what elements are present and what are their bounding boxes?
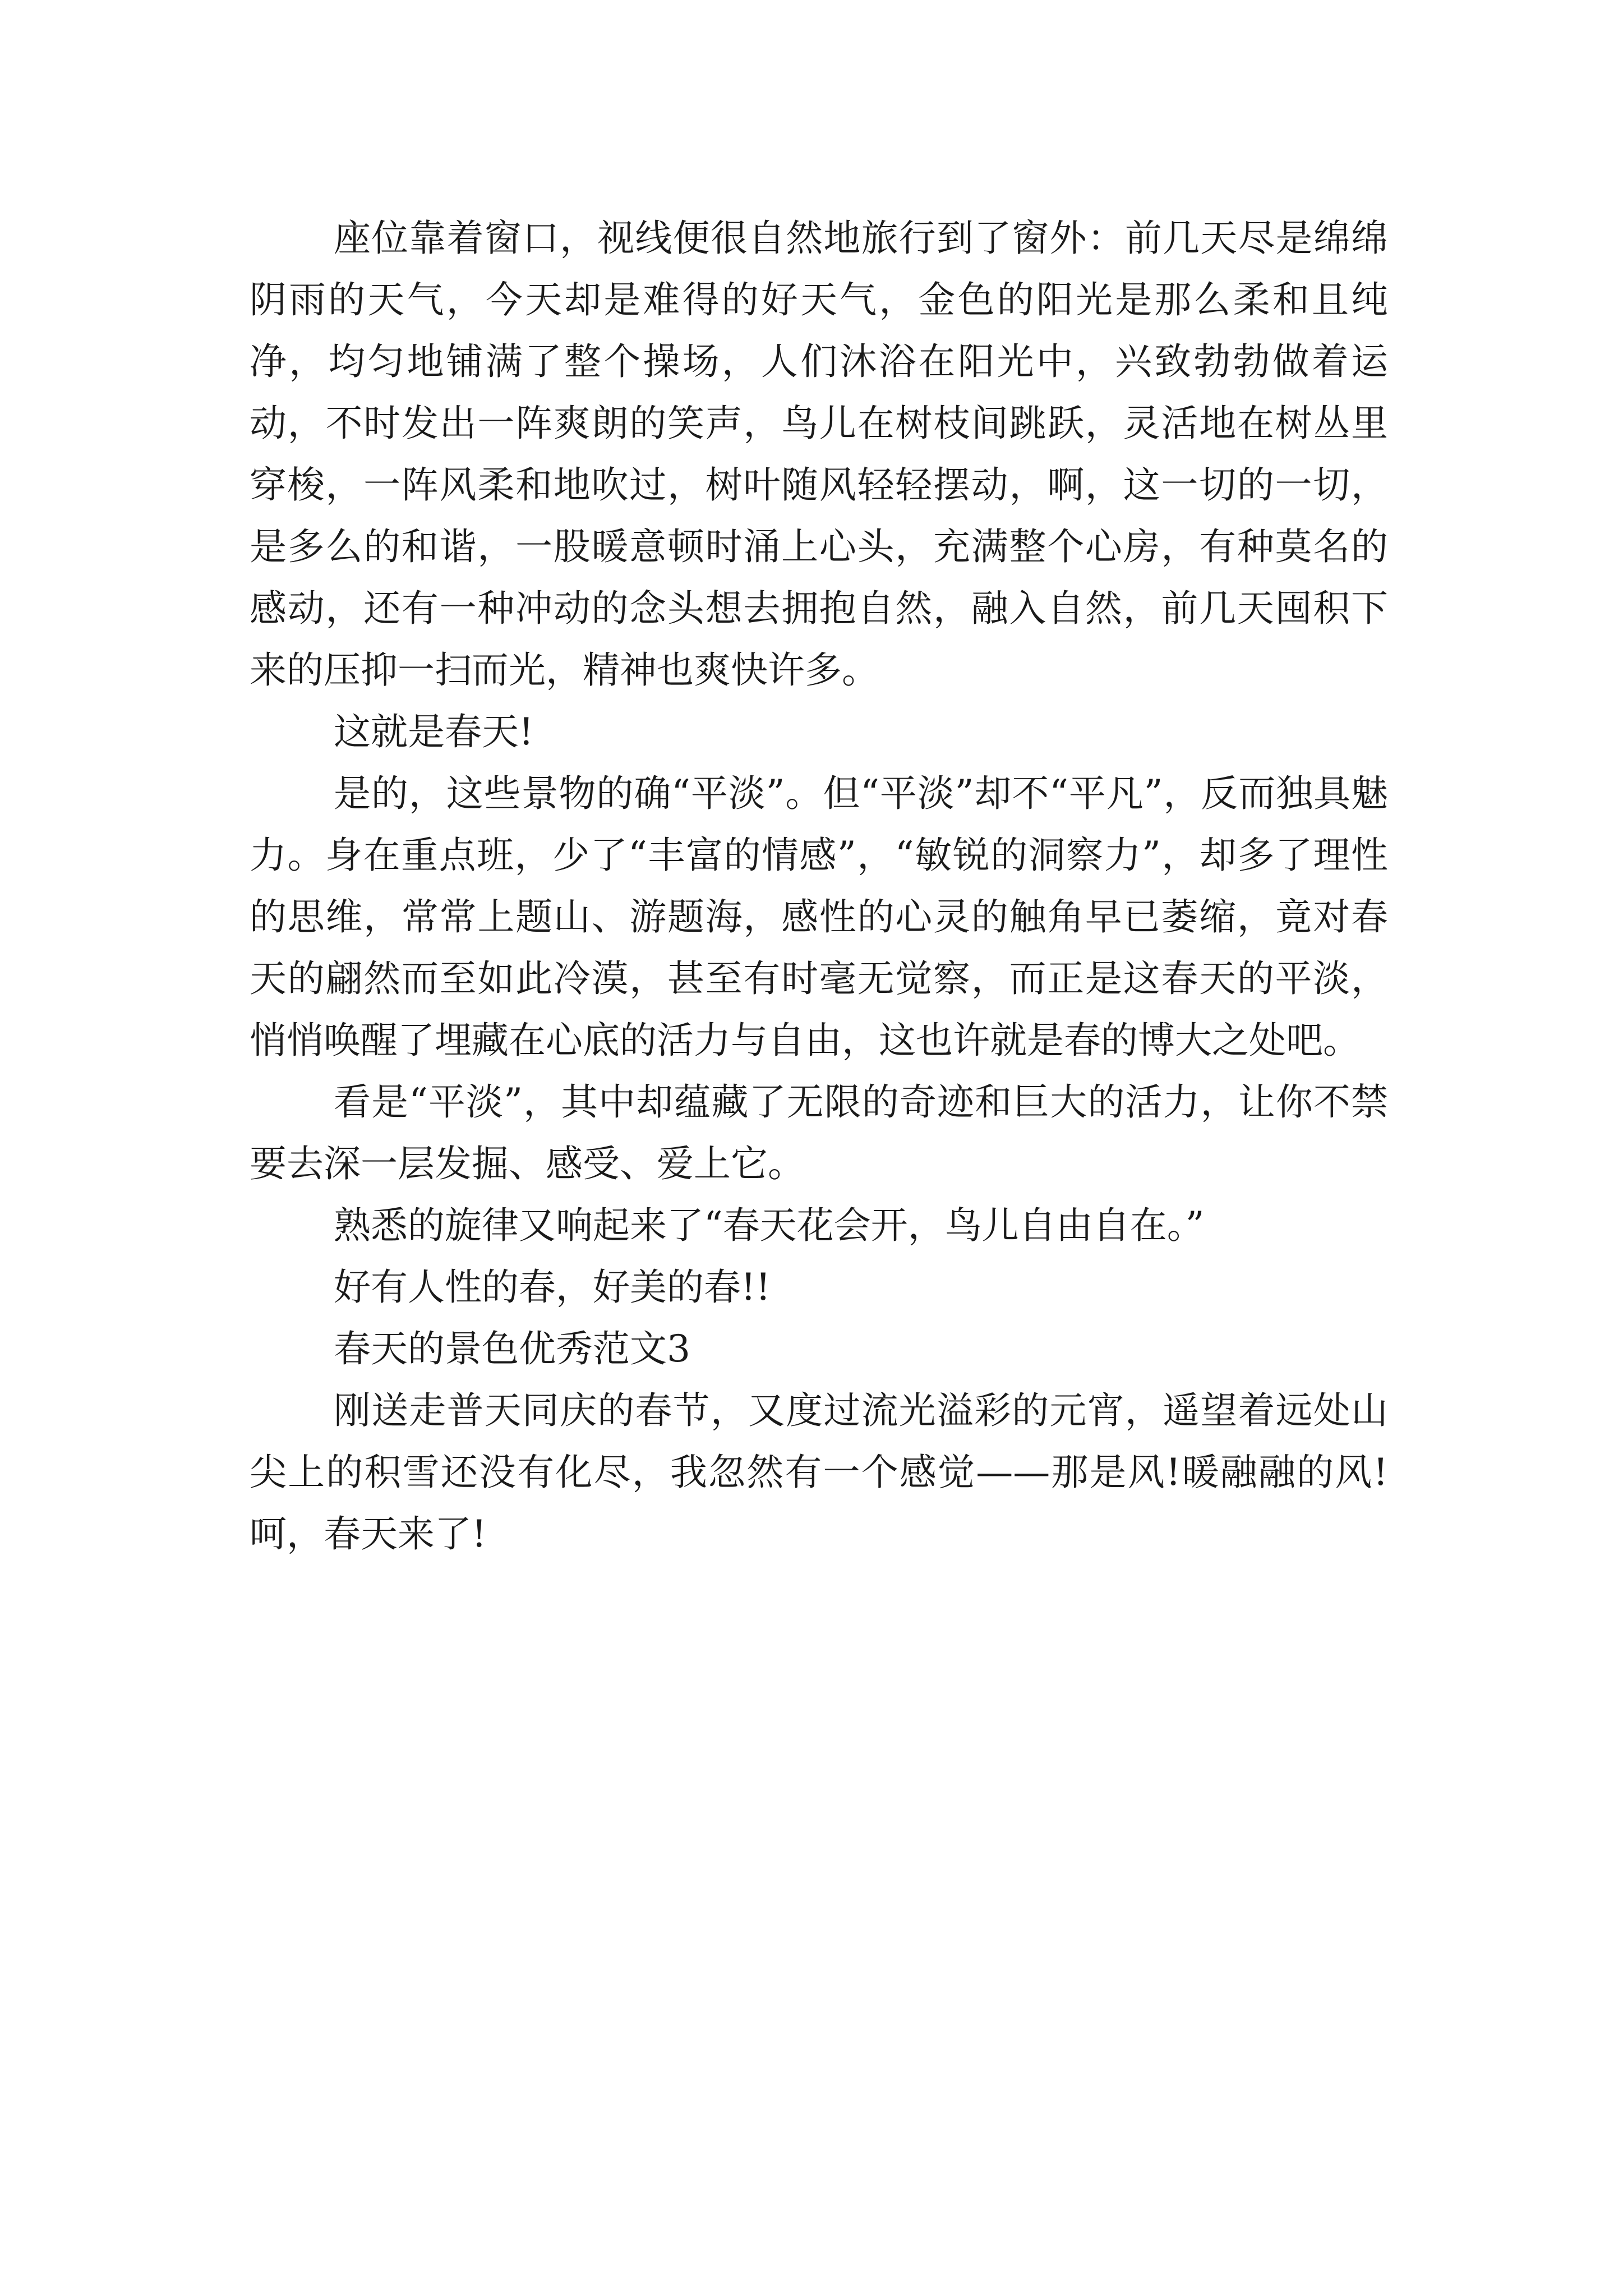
paragraph-beautiful-spring: 好有人性的春，好美的春!! <box>334 1266 771 1309</box>
paragraph-plain-not-ordinary: 是的，这些景物的确“平淡”。但“平淡”却不“平凡”，反而独具魅力。身在重点班，少了“丰富的情感”，“敏锐的洞察力”，却多了理性的思维，常常上题山、游题海，感性的心灵的触角早已萎缩，竟对春天的翩然而至如此冷漠，甚至有时毫无觉察，而正是这春天的平淡，悄悄唤醒了埋藏在心底的活力与自由，这也许就是春的博大之处吧。 <box>250 772 1388 1062</box>
paragraph-familiar-melody: 熟悉的旋律又响起来了“春天花会开，鸟儿自由自在。” <box>334 1204 1205 1247</box>
paragraph-this-is-spring: 这就是春天! <box>334 710 534 753</box>
paragraph-hidden-miracles: 看是“平淡”，其中却蕴藏了无限的奇迹和巨大的活力，让你不禁要去深一层发掘、感受、爱上它。 <box>250 1080 1388 1185</box>
document-body <box>250 208 1388 1565</box>
paragraph-window-view: 座位靠着窗口，视线便很自然地旅行到了窗外：前几天尽是绵绵阴雨的天气，今天却是难得的好天气，金色的阳光是那么柔和且纯净，均匀地铺满了整个操场，人们沐浴在阳光中，兴致勃勃做着运动，不时发出一阵爽朗的笑声，鸟儿在树枝间跳跃，灵活地在树丛里穿梭，一阵风柔和地吹过，树叶随风轻轻摆动，啊，这一切的一切，是多么的和谐，一股暖意顿时涌上心头，充满整个心房，有种莫名的感动，还有一种冲动的念头想去拥抱自然，融入自然，前几天囤积下来的压抑一扫而光，精神也爽快许多。 <box>250 217 1388 692</box>
section-heading: 春天的景色优秀范文3 <box>334 1327 690 1370</box>
paragraph-spring-arrives: 刚送走普天同庆的春节，又度过流光溢彩的元宵，遥望着远处山尖上的积雪还没有化尽，我忽然有一个感觉——那是风!暖融融的风!呵，春天来了! <box>250 1389 1388 1556</box>
